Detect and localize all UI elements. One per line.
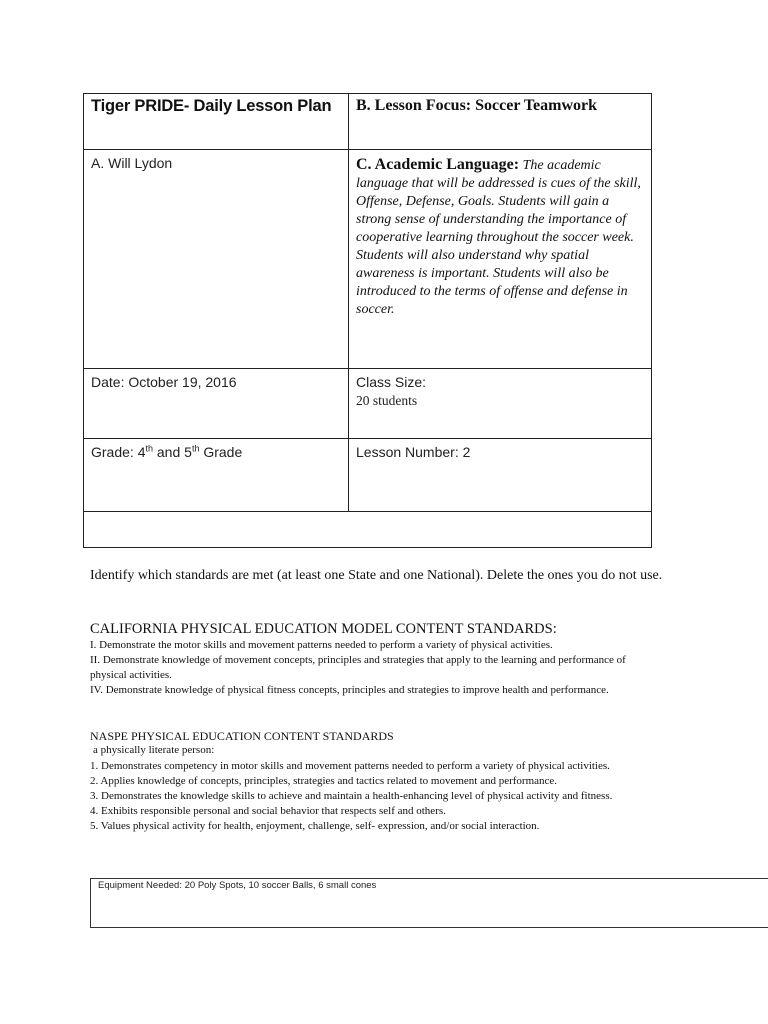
california-standards-list xyxy=(90,638,650,698)
table-row-grade xyxy=(84,439,651,512)
naspe-intro: a physically literate person: xyxy=(93,744,215,756)
lesson-number: Lesson Number: 2 xyxy=(356,444,471,460)
lesson-focus: B. Lesson Focus: Soccer Teamwork xyxy=(356,97,598,114)
teacher-name: A. Will Lydon xyxy=(91,155,173,171)
table-row-teacher xyxy=(84,150,651,369)
list-item: 5. Values physical activity for health, enjoyment, challenge, self- expression, and/or social interaction. xyxy=(90,820,540,832)
academic-language-label: C. Academic Language: xyxy=(356,156,520,173)
california-standards-heading: CALIFORNIA PHYSICAL EDUCATION MODEL CONTENT STANDARDS: xyxy=(90,621,557,637)
class-size xyxy=(356,374,646,409)
table-row-header xyxy=(84,94,651,150)
grade: Grade: 4th and 5th Grade xyxy=(91,443,243,460)
table-row-date xyxy=(84,369,651,439)
lesson-plan-title: Tiger PRIDE- Daily Lesson Plan xyxy=(91,97,332,115)
naspe-standards-list xyxy=(90,759,650,834)
naspe-standards-heading: NASPE PHYSICAL EDUCATION CONTENT STANDARDS xyxy=(90,729,394,743)
lesson-date: Date: October 19, 2016 xyxy=(91,374,237,390)
list-item: I. Demonstrate the motor skills and movement patterns needed to perform a variety of physical activities. xyxy=(90,639,553,651)
list-item: II. Demonstrate knowledge of movement concepts, principles and strategies that apply to the learning and performance of physical activities. xyxy=(90,654,626,681)
lesson-plan-table xyxy=(83,93,652,548)
list-item: 3. Demonstrates the knowledge skills to achieve and maintain a health-enhancing level of physical activity and fitness. xyxy=(90,790,613,802)
table-row-empty xyxy=(84,512,651,548)
class-size-value: 20 students xyxy=(356,393,418,408)
list-item: IV. Demonstrate knowledge of physical fitness concepts, principles and strategies to improve health and performance. xyxy=(90,684,609,696)
equipment-needed: Equipment Needed: 20 Poly Spots, 10 soccer Balls, 6 small cones xyxy=(98,880,377,891)
academic-language xyxy=(356,156,646,319)
academic-language-text: The academic language that will be addressed is cues of the skill, Offense, Defense, Goals. Students will gain a strong sense of understanding the importance of cooperative learning throughout the soccer week. Students will also understand why spatial awareness is important. Students will also be introduced to the terms of offense and defense in soccer. xyxy=(356,158,641,317)
list-item: 4. Exhibits responsible personal and social behavior that respects self and others. xyxy=(90,805,446,817)
list-item: 2. Applies knowledge of concepts, principles, strategies and tactics related to movement and performance. xyxy=(90,775,558,787)
class-size-label: Class Size: xyxy=(356,374,427,390)
standards-instruction: Identify which standards are met (at least one State and one National). Delete the ones you do not use. xyxy=(90,568,663,583)
equipment-box xyxy=(90,878,768,928)
list-item: 1. Demonstrates competency in motor skills and movement patterns needed to perform a variety of physical activities. xyxy=(90,760,610,772)
